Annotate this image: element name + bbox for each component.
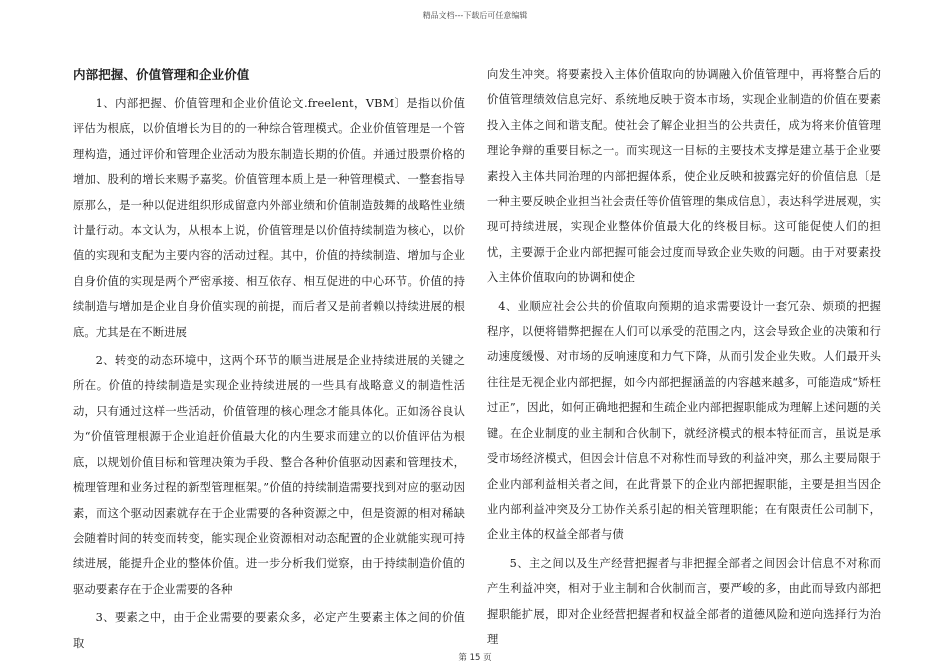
left-column [73,62,465,656]
paragraph-2: 2、转变的动态环境中，这两个环节的顺当进展是企业持续进展的关键之所在。价值的持续制造是实现企业持续进展的一些具有战略意义的制造性活动，只有通过这样一些活动，价值管理的核心理念才能具体化。正如汤谷良认为“价值管理根源于企业追赶价值最大化的内生要求而建立的以价值评估为根底，以规划价值目标和管理决策为手段、整合各种价值驱动因素和管理技术，梳理管理和业务过程的新型管理框架。”价值的持续制造需要找到对应的驱动因素，而这个驱动因素就存在于企业需要的各种资源之中，但是资源的相对稀缺会随着时间的转变而转变，能实现企业资源相对动态配置的企业就能实现可持续进展，能提升企业的整体价值。进一步分析我们觉察，由于持续制造价值的驱动要素存在于企业需要的各种 [73,354,465,596]
paragraph-3-continued: 向发生冲突。将要素投入主体价值取向的协调融入价值管理中，再将整合后的价值管理绩效信息完好、系统地反映于资本市场，实现企业制造的价值在要素投入主体之间和谐支配。使社会了解企业担当的公共责任，成为将来价值管理理论争辩的重要目标之一。而实现这一目标的主要技术支撑是建立基于企业要素投入主体共同治理的内部把握体系，使企业反映和披露完好的价值信息〔是一种主要反映企业担当社会责任等价值管理的集成信息〕，表达科学进展观，实现可持续进展，实现企业整体价值最大化的终极目标。这可能促使人们的担忧，主要源于企业内部把握可能会过度而导致企业失败的问题。由于对要素投入主体价值取向的协调和使企 [487,68,881,285]
paragraph-4: 4、业顺应社会公共的价值取向预期的追求需要设计一套冗杂、烦琐的把握程序，以便将错弊把握在人们可以承受的范围之内，这会导致企业的决策和行动速度缓慢、对市场的反响速度和力气下降，从而引发企业失败。人们最开头往往是无视企业内部把握，如今内部把握涵盖的内容越来越多，可能造成“矫枉过正”，因此，如何正确地把握和生疏企业内部把握职能成为理解上述问题的关键。在企业制度的业主制和合伙制下，就经济模式的根本特征而言，虽说是承受市场经济模式，但因会计信息不对称性而导致的利益冲突，那么主要局限于企业内部利益相关者之间，在此背景下的企业内部把握职能，主要是担当因企业内部利益冲突及分工协作关系引起的相关管理职能；在有限责任公司制下，企业主体的权益全部者与债 [487,299,881,542]
right-column [487,62,881,652]
paragraph-3: 3、要素之中，由于企业需要的要素众多，必定产生要素主体之间的价值取 [73,611,465,650]
paragraph-1: 1、内部把握、价值管理和企业价值论文.freelent，VBM〕是指以价值评估为根底，以价值增长为目的的一种综合管理模式。企业价值管理是一个管理构造，通过评价和管理企业活动为股东制造长期的价值。并通过股票价格的增加、股利的增长来赐予嘉奖。价值管理本质上是一种管理模式、一整套指导原那么，是一种以促进组织形成留意内外部业绩和价值制造鼓舞的战略性业绩计量行动。本文认为，从根本上说，价值管理是以价值持续制造为核心，以价值的实现和支配为主要内容的活动过程。其中，价值的持续制造、增加与企业自身价值的实现是两个严密承接、相互依存、相互促进的中心环节。价值的持续制造与增加是企业自身价值实现的前提，而后者又是前者赖以持续进展的根底。尤其是在不断进展 [73,97,465,339]
paragraph-5: 5、主之间以及生产经营把握者与非把握全部者之间因会计信息不对称而产生利益冲突，相对于业主制和合伙制而言，要严峻的多，由此而导致内部把握职能扩展，即对企业经营把握者和权益全部者的道德风险和逆向选择行为治理 [487,556,881,646]
page-header: 精品文档---下载后可任意编辑 [422,11,528,20]
article-title: 内部把握、价值管理和企业价值 [73,67,250,82]
page-number: 第 15 页 [458,653,492,663]
